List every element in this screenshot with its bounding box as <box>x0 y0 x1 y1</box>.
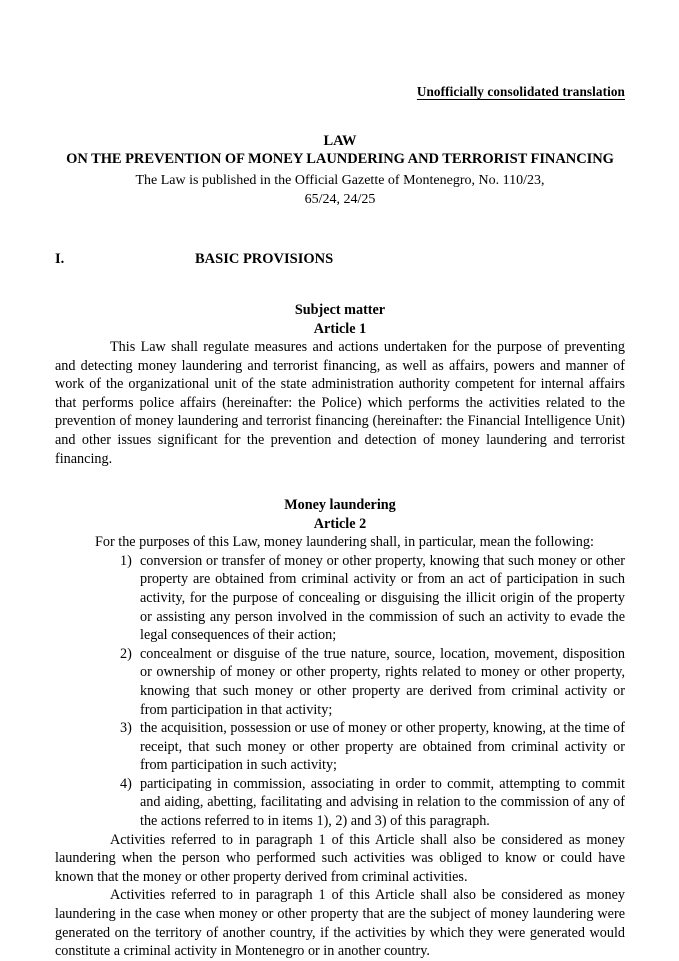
gazette-reference <box>55 171 625 209</box>
article-2-item-list <box>55 552 625 831</box>
article-1-number: Article 1 <box>313 320 367 337</box>
article-1-heading <box>55 301 625 338</box>
list-item-marker: 2) <box>120 645 132 662</box>
chapter-title: BASIC PROVISIONS <box>195 251 334 267</box>
article-2-paragraph-2: Activities referred to in paragraph 1 of this Article shall also be considered as money laundering when the person who performed such activities was obliged to know or could have known that the money or other property derived from criminal activities. <box>55 831 625 885</box>
list-item-marker: 3) <box>120 720 132 737</box>
list-item <box>55 552 625 645</box>
article-1-subject: Subject matter <box>294 302 386 318</box>
article-2-heading <box>55 496 625 533</box>
gazette-line-2: 65/24, 24/25 <box>304 192 376 207</box>
list-item-text: conversion or transfer of money or other property, knowing that such money or other property are obtained from criminal activity or from an act of participation in such activity, for the purpose of concealing or disguising the illicit origin of the property or assisting any person involved in the commission of such an activity to evade the legal consequences of their action; <box>140 552 625 644</box>
list-item-marker: 1) <box>120 552 132 569</box>
list-item <box>55 775 625 831</box>
list-item-text: participating in commission, associating in order to commit, attempting to commit and aiding, abetting, facilitating and advising in relation to the commission of any of the actions referred to in items 1), 2) and 3) of this paragraph. <box>140 775 625 830</box>
article-2-paragraph-3: Activities referred to in paragraph 1 of this Article shall also be considered as money laundering in the case when money or other property that are the subject of money laundering were generated on the territory of another country, if the activities by which they were generated would constitute a criminal activity in Montenegro or in another country. <box>55 887 625 960</box>
article-2-subject: Money laundering <box>284 497 396 514</box>
article-2-lead-in: For the purposes of this Law, money laundering shall, in particular, mean the following: <box>95 534 594 551</box>
chapter-number: I. <box>55 251 65 267</box>
list-item-text: concealment or disguise of the true nature, source, location, movement, disposition or ownership of money or other property, rights related to money or other property, knowing that such money or other property are derived from criminal activity or from participation in that activity; <box>140 645 625 718</box>
gazette-line-1: The Law is published in the Official Gazette of Montenegro, No. 110/23, <box>135 173 545 188</box>
list-item <box>55 645 625 719</box>
chapter-heading <box>55 251 625 268</box>
translation-note: Unofficially consolidated translation <box>416 84 625 99</box>
document-header <box>55 0 625 100</box>
law-title: ON THE PREVENTION OF MONEY LAUNDERING AND TERRORIST FINANCING <box>66 151 614 167</box>
document-content <box>55 0 625 961</box>
law-keyword: LAW <box>323 133 357 149</box>
article-2-number: Article 2 <box>313 515 367 532</box>
list-item-marker: 4) <box>120 775 132 792</box>
article-1-text: This Law shall regulate measures and actions undertaken for the purpose of preventing and detecting money laundering and terrorist financing, as well as affairs, powers and manner of work of the organizational unit of the state administration authority competent for internal affairs that performs police affairs (hereinafter: the Police) which performs the activities related to the prevention of money laundering and terrorist financing (hereinafter: the Financial Intelligence Unit) and other issues significant for the prevention and detection of money laundering and terrorist financing. <box>55 339 625 467</box>
title-block <box>55 133 625 209</box>
article-2-tail-paragraphs <box>55 831 625 961</box>
list-item <box>55 719 625 775</box>
list-item-text: the acquisition, possession or use of money or other property, knowing, at the time of receipt, that such money or other property are obtained from criminal activity or from participation in such activity; <box>140 720 625 774</box>
